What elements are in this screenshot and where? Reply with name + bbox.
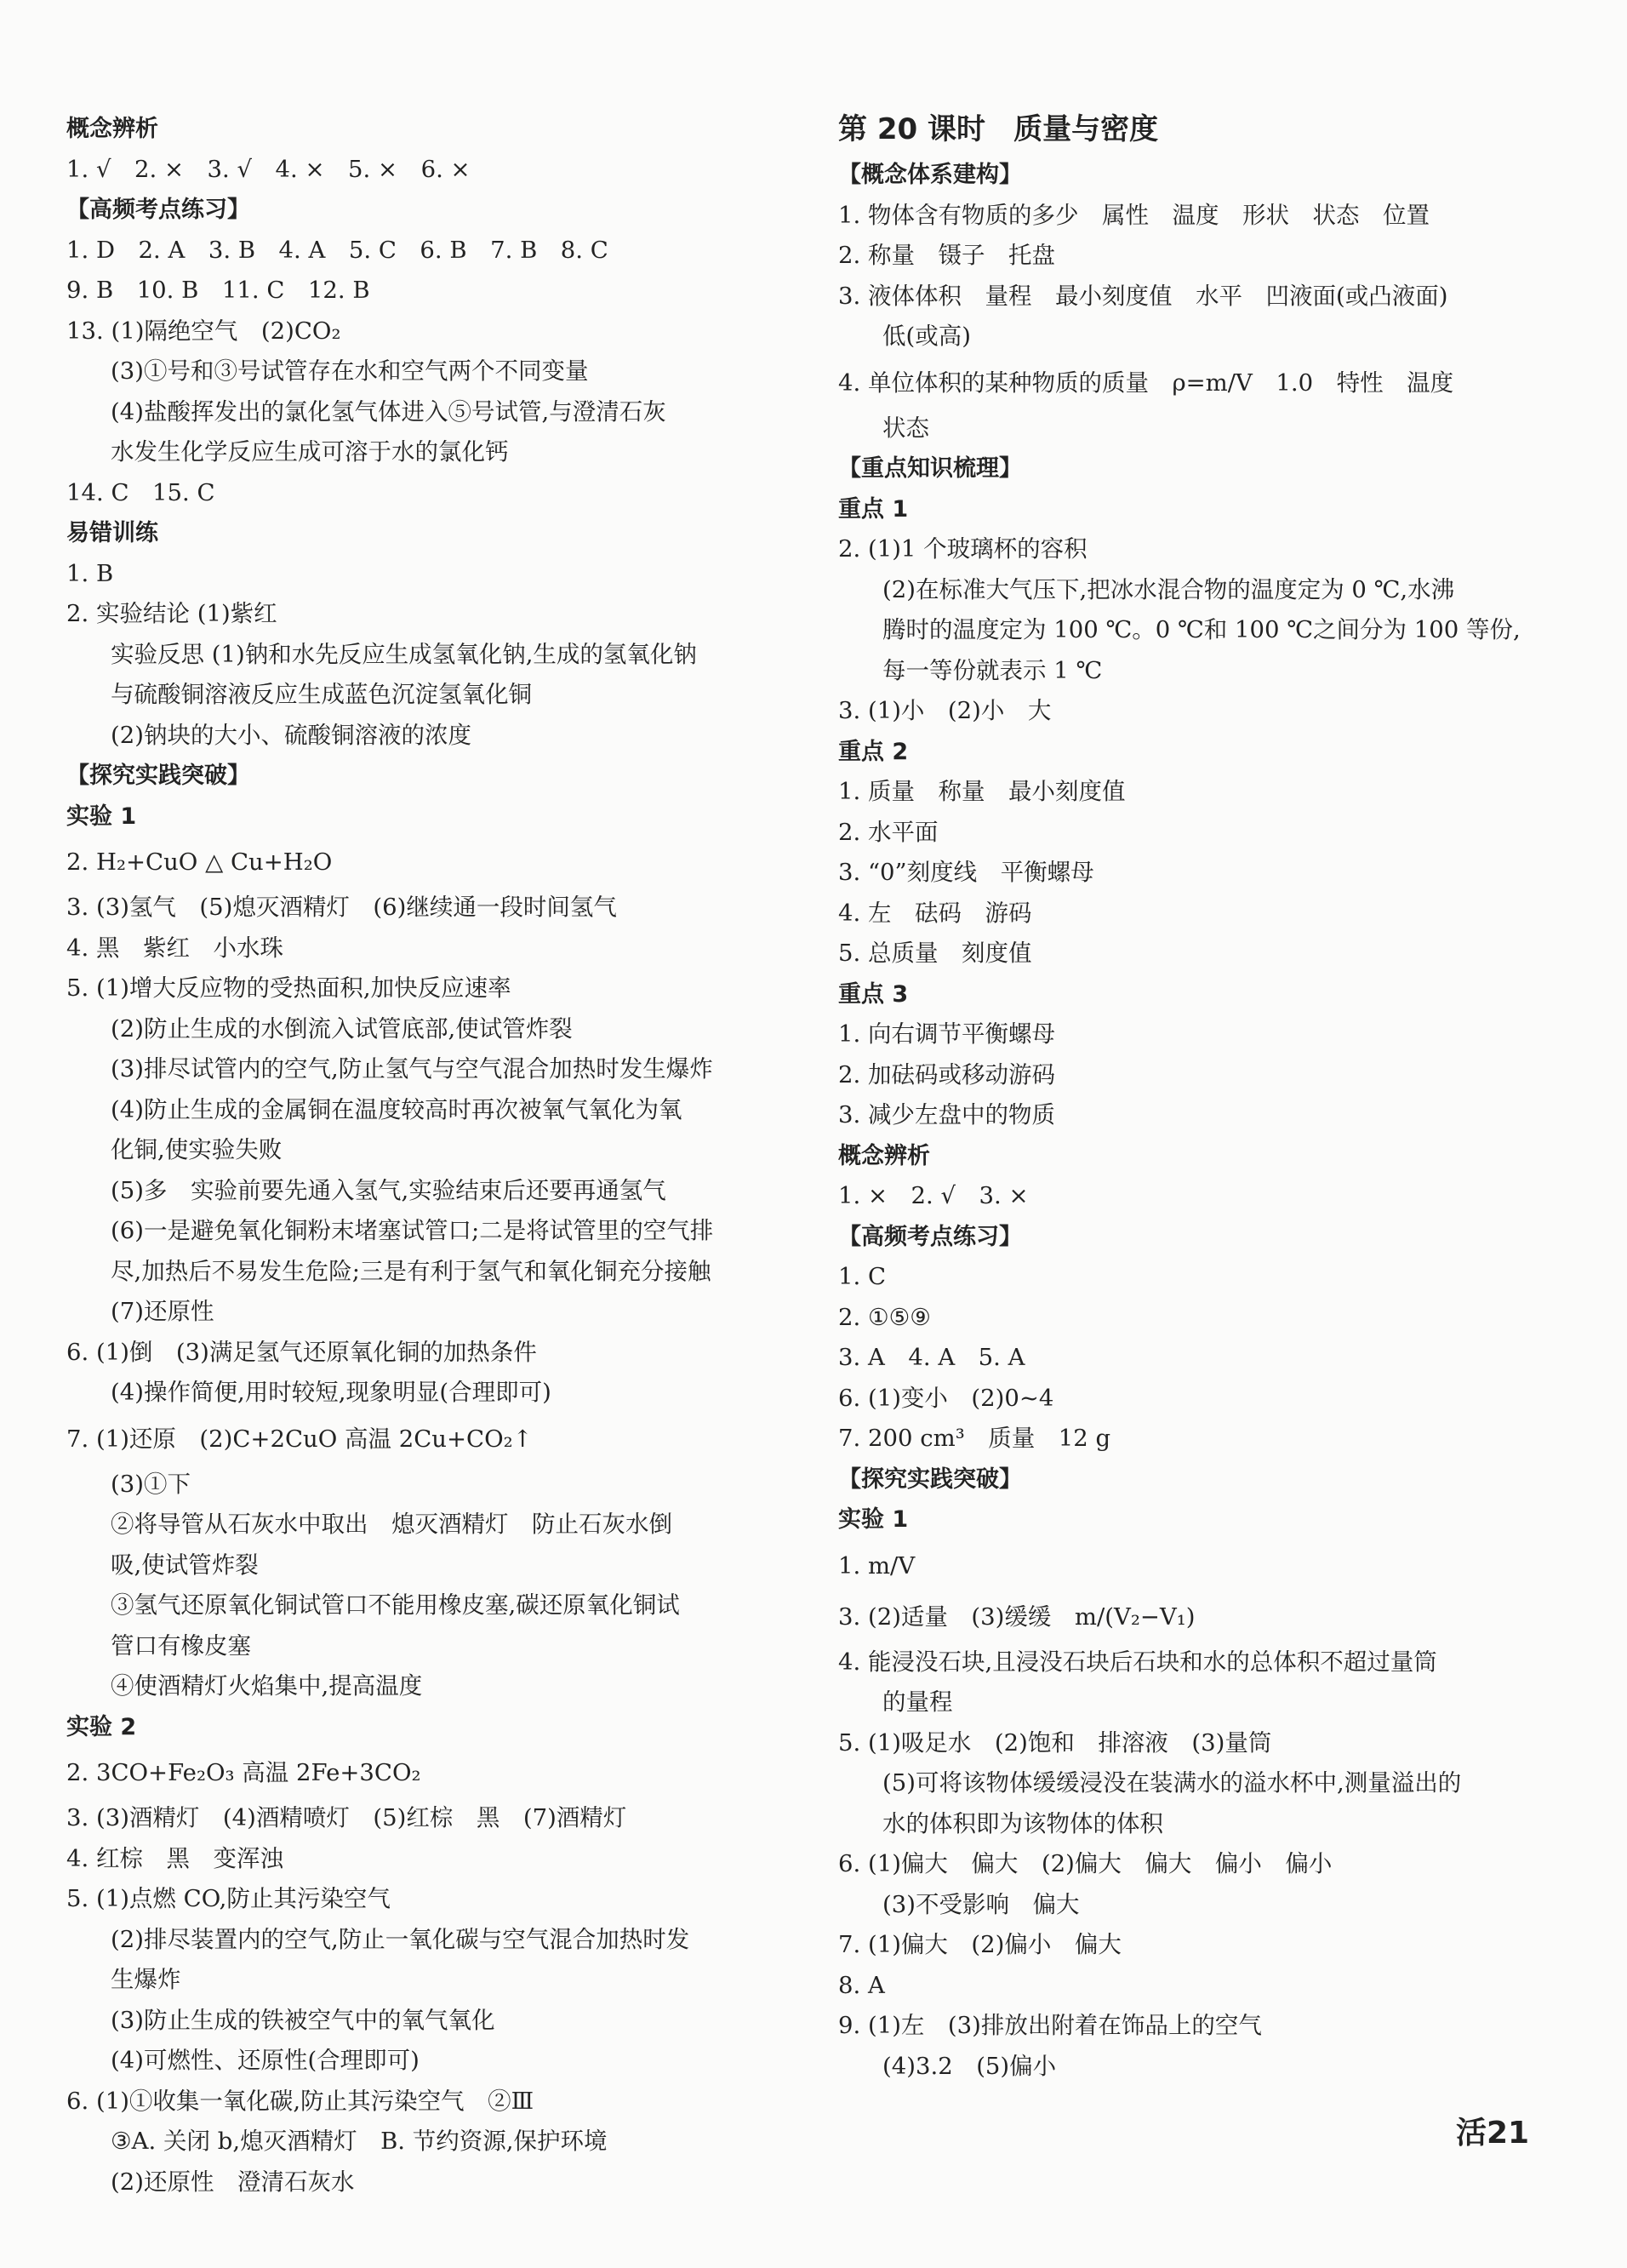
section-heading: 实验 2 <box>66 1713 137 1740</box>
answer-line: 6. (1)①收集一氧化碳,防止其污染空气 ②Ⅲ <box>66 2087 534 2115</box>
answer-line: 3. “0”刻度线 平衡螺母 <box>838 859 1094 886</box>
answer-line: 化铜,使实验失败 <box>111 1136 283 1163</box>
answer-line: (2)钠块的大小、硫酸铜溶液的浓度 <box>111 721 471 749</box>
section-heading: 重点 2 <box>838 738 909 765</box>
answer-line: 14. C 15. C <box>66 478 215 506</box>
answer-line: 1. 物体含有物质的多少 属性 温度 形状 状态 位置 <box>838 201 1430 229</box>
answer-line: 5. (1)吸足水 (2)饱和 排溶液 (3)量筒 <box>838 1728 1272 1757</box>
answer-line: (3)防止生成的铁被空气中的氧气氧化 <box>111 2006 495 2034</box>
answer-line: 7. (1)偏大 (2)偏小 偏大 <box>838 1931 1122 1958</box>
lesson-title <box>838 104 1544 155</box>
answer-line: (6)一是避免氧化铜粉末堵塞试管口;二是将试管里的空气排 <box>111 1217 714 1244</box>
answer-line: (2)防止生成的水倒流入试管底部,使试管炸裂 <box>111 1014 573 1043</box>
section-heading: 重点 3 <box>838 980 909 1008</box>
answer-line: 3. (3)氢气 (5)熄灭酒精灯 (6)继续通一段时间氢气 <box>66 894 617 921</box>
answer-line: 2. 3CO+Fe₂O₃ 高温 2Fe+3CO₂ <box>66 1759 421 1786</box>
section-heading: 实验 1 <box>838 1506 909 1533</box>
answer-line: (5)多 实验前要先通入氢气,实验结束后还要再通氢气 <box>111 1176 666 1204</box>
answer-line: 2. 称量 镊子 托盘 <box>838 242 1055 269</box>
answer-line: (3)排尽试管内的空气,防止氢气与空气混合加热时发生爆炸 <box>111 1055 713 1083</box>
answer-line: (3)不受影响 偏大 <box>882 1890 1080 1918</box>
right-column <box>838 109 1544 2087</box>
answer-line: (4)盐酸挥发出的氯化氢气体进入⑤号试管,与澄清石灰 <box>111 397 666 426</box>
page-number: 活21 <box>1456 2116 1530 2151</box>
answer-line: ②将导管从石灰水中取出 熄灭酒精灯 防止石灰水倒 <box>111 1511 672 1538</box>
answer-line: (4)防止生成的金属铜在温度较高时再次被氧气氧化为氧 <box>111 1095 682 1123</box>
answer-line: 3. (2)适量 (3)缓缓 m/(V₂−V₁) <box>838 1602 1196 1631</box>
section-heading: 实验 1 <box>66 803 137 830</box>
answer-line: 7. 200 cm³ 质量 12 g <box>838 1425 1111 1452</box>
answer-line: 5. (1)点燃 CO,防止其污染空气 <box>66 1885 391 1912</box>
lesson-number: 第 20 课时 <box>838 112 985 146</box>
answer-line: ③氢气还原氧化铜试管口不能用橡皮塞,碳还原氧化铜试 <box>111 1591 680 1619</box>
answer-line: 的量程 <box>882 1688 953 1716</box>
answer-line: 1. × 2. √ 3. × <box>838 1182 1029 1209</box>
section-heading: 【探究实践突破】 <box>838 1465 1022 1493</box>
answer-line: 尽,加热后不易发生危险;三是有利于氢气和氧化铜充分接触 <box>111 1257 711 1285</box>
answer-line: 腾时的温度定为 100 ℃。0 ℃和 100 ℃之间分为 100 等份, <box>882 616 1521 643</box>
answer-line: 管口有橡皮塞 <box>111 1631 251 1660</box>
section-heading: 重点 1 <box>838 495 909 523</box>
answer-line: 实验反思 (1)钠和水先反应生成氢氧化钠,生成的氢氧化钠 <box>111 640 697 668</box>
answer-line: 3. (3)酒精灯 (4)酒精喷灯 (5)红棕 黑 (7)酒精灯 <box>66 1804 627 1831</box>
answer-line: ③A. 关闭 b,熄灭酒精灯 B. 节约资源,保护环境 <box>111 2128 608 2155</box>
answer-line: 1. D 2. A 3. B 4. A 5. C 6. B 7. B 8. C <box>66 236 608 264</box>
answer-line: 2. 加砝码或移动游码 <box>838 1060 1055 1088</box>
section-heading: 概念辨析 <box>838 1142 930 1169</box>
answer-line: 4. 能浸没石块,且浸没石块后石块和水的总体积不超过量筒 <box>838 1648 1437 1676</box>
answer-line: 4. 单位体积的某种物质的质量 ρ=m/V 1.0 特性 温度 <box>838 368 1454 397</box>
answer-line: (5)可将该物体缓缓浸没在装满水的溢水杯中,测量溢出的 <box>882 1769 1462 1797</box>
answer-line: 7. (1)还原 (2)C+2CuO 高温 2Cu+CO₂↑ <box>66 1425 533 1453</box>
answer-line: 3. 减少左盘中的物质 <box>838 1101 1055 1128</box>
answer-line: 与硫酸铜溶液反应生成蓝色沉淀氢氧化铜 <box>111 681 532 708</box>
answer-line: 状态 <box>882 414 929 442</box>
answer-line: 2. (1)1 个玻璃杯的容积 <box>838 535 1088 563</box>
answer-line: 1. 质量 称量 最小刻度值 <box>838 778 1126 805</box>
answer-line: 4. 红棕 黑 变浑浊 <box>66 1844 283 1872</box>
lesson-name: 质量与密度 <box>1013 112 1159 146</box>
section-heading: 【概念体系建构】 <box>838 162 1022 188</box>
answer-line: 6. (1)偏大 偏大 (2)偏大 偏大 偏小 偏小 <box>838 1850 1333 1877</box>
answer-line: 1. C <box>838 1263 887 1290</box>
answer-line: 9. B 10. B 11. C 12. B <box>66 277 370 304</box>
answer-line: 水发生化学反应生成可溶于水的氯化钙 <box>111 438 509 466</box>
answer-line: 1. √ 2. × 3. √ 4. × 5. × 6. × <box>66 155 471 183</box>
answer-line: (2)排尽装置内的空气,防止一氧化碳与空气混合加热时发 <box>111 1925 690 1953</box>
answer-line: 2. 水平面 <box>838 818 939 846</box>
answer-line: (4)可燃性、还原性(合理即可) <box>111 2047 420 2074</box>
answer-line: 8. A <box>838 1971 885 1999</box>
section-heading: 【探究实践突破】 <box>66 763 250 789</box>
answer-line: 水的体积即为该物体的体积 <box>882 1809 1163 1837</box>
answer-line: 4. 黑 紫红 小水珠 <box>66 934 283 962</box>
answer-line: 6. (1)变小 (2)0~4 <box>838 1384 1054 1412</box>
answer-line: 13. (1)隔绝空气 (2)CO₂ <box>66 317 341 345</box>
answer-line: 9. (1)左 (3)排放出附着在饰品上的空气 <box>838 2012 1262 2039</box>
answer-line: 吸,使试管炸裂 <box>111 1551 259 1579</box>
left-column <box>66 109 781 2202</box>
section-heading: 易错训练 <box>66 520 158 546</box>
answer-line: (3)①下 <box>111 1470 191 1498</box>
answer-line: 生爆炸 <box>111 1966 181 1993</box>
answer-line: 低(或高) <box>882 323 971 350</box>
answer-line: 3. A 4. A 5. A <box>838 1344 1025 1371</box>
section-heading: 【高频考点练习】 <box>838 1223 1022 1250</box>
answer-line: (2)还原性 澄清石灰水 <box>111 2168 355 2196</box>
section-heading: 【高频考点练习】 <box>66 197 250 223</box>
answer-line: 1. 向右调节平衡螺母 <box>838 1020 1055 1048</box>
answer-line: 5. (1)增大反应物的受热面积,加快反应速率 <box>66 974 511 1002</box>
answer-line: 2. H₂+CuO △ Cu+H₂O <box>66 848 333 876</box>
section-heading: 概念辨析 <box>66 116 158 142</box>
answer-line: (7)还原性 <box>111 1298 214 1325</box>
answer-line: 6. (1)倒 (3)满足氢气还原氧化铜的加热条件 <box>66 1338 537 1366</box>
answer-line: ④使酒精灯火焰集中,提高温度 <box>111 1672 423 1700</box>
answer-line: 3. (1)小 (2)小 大 <box>838 697 1052 724</box>
answer-line: 5. 总质量 刻度值 <box>838 940 1032 967</box>
answer-line: 3. 液体体积 量程 最小刻度值 水平 凹液面(或凸液面) <box>838 282 1448 310</box>
answer-line: 2. 实验结论 (1)紫红 <box>66 600 277 627</box>
section-heading: 【重点知识梳理】 <box>838 455 1022 482</box>
answer-line: 每一等份就表示 1 ℃ <box>882 656 1103 684</box>
answer-line: (2)在标准大气压下,把冰水混合物的温度定为 0 ℃,水沸 <box>882 575 1455 603</box>
answer-line: 4. 左 砝码 游码 <box>838 899 1032 927</box>
answer-line: 1. B <box>66 559 114 587</box>
answer-line: (4)3.2 (5)偏小 <box>882 2052 1057 2080</box>
answer-line: (4)操作简便,用时较短,现象明显(合理即可) <box>111 1379 551 1406</box>
answer-line: (3)①号和③号试管存在水和空气两个不同变量 <box>111 357 589 385</box>
answer-line: 1. m/V <box>838 1551 916 1580</box>
answer-line: 2. ①⑤⑨ <box>838 1303 931 1331</box>
